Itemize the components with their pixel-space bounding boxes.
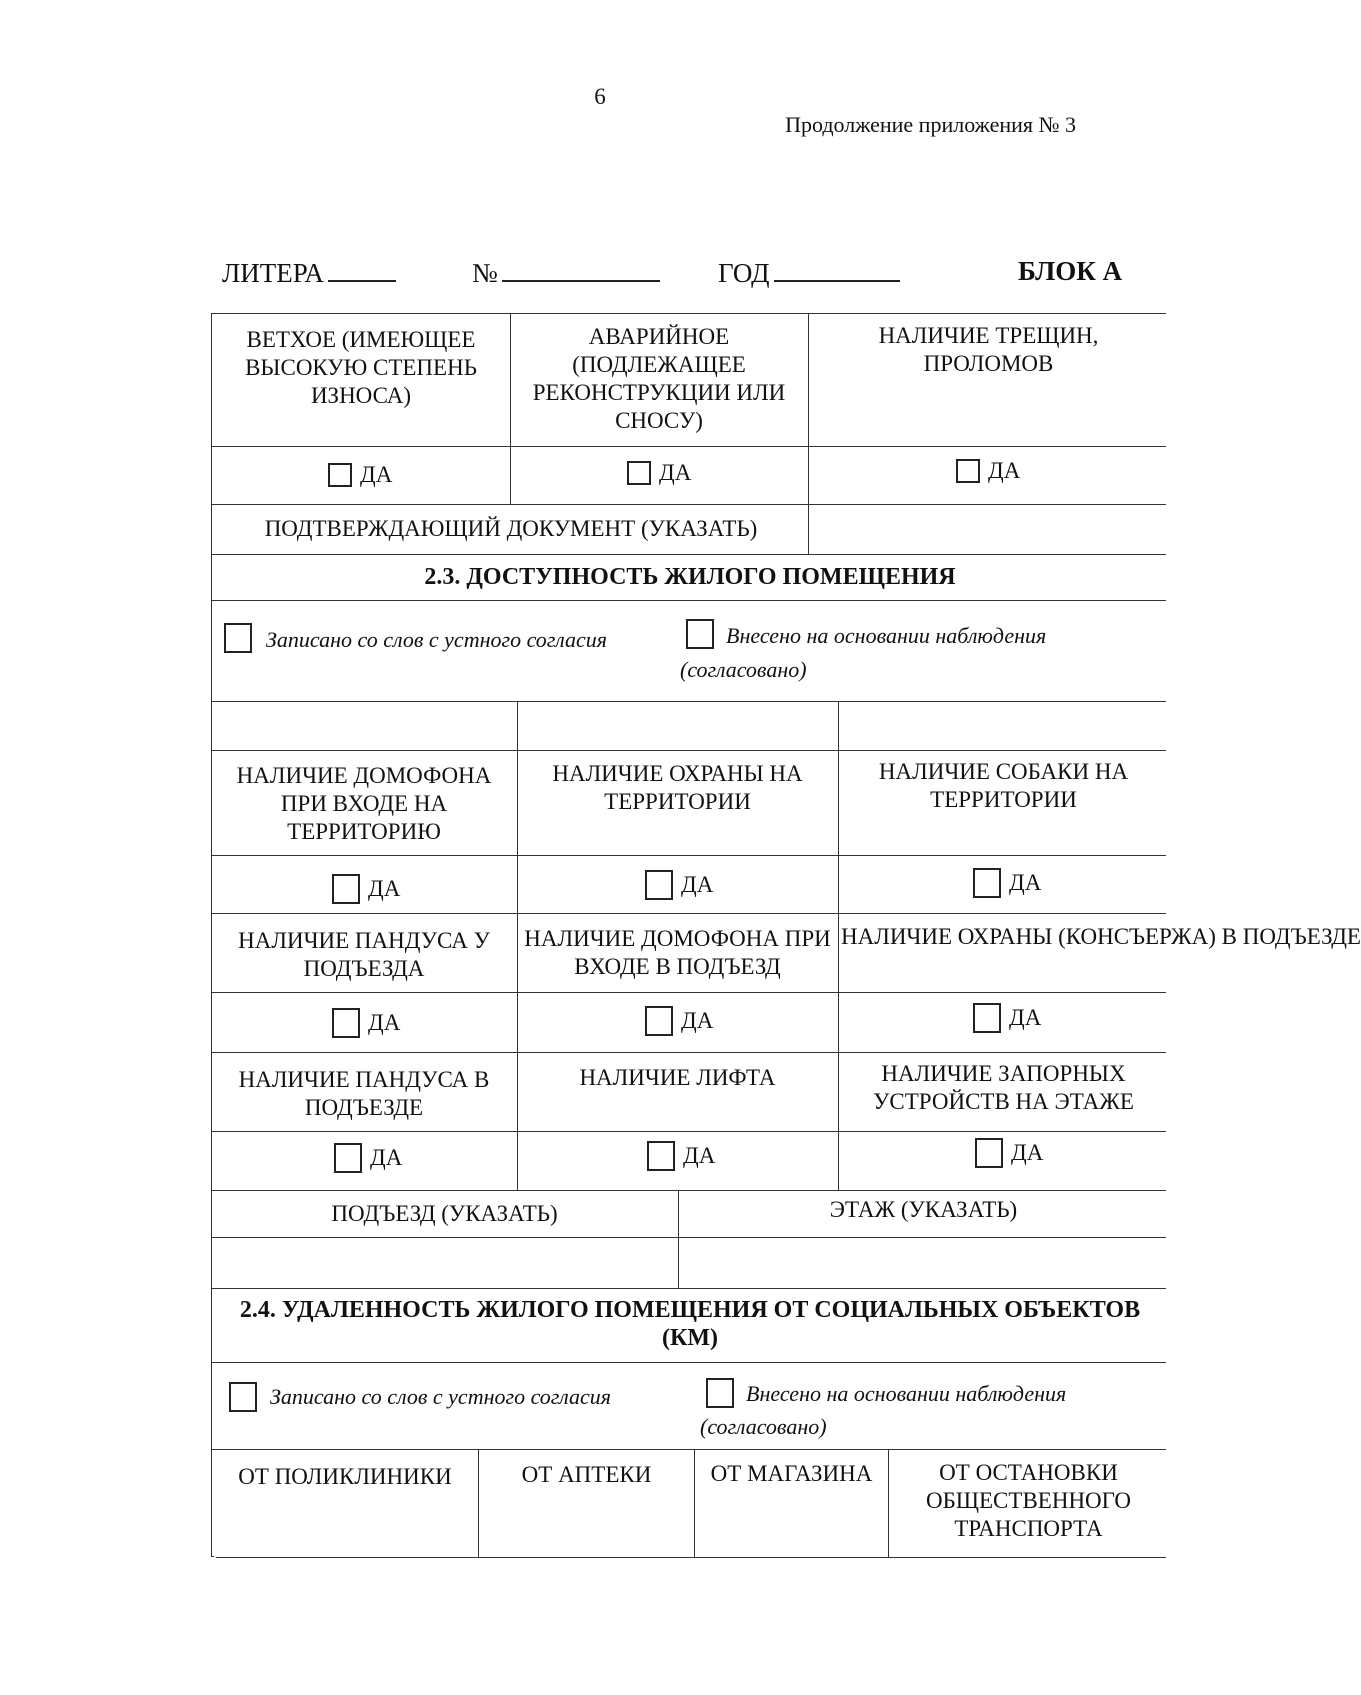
elevator-yes-checkbox[interactable] <box>647 1141 715 1171</box>
observed-label-2: Внесено на основании наблюдения <box>746 1381 1067 1406</box>
checkbox-icon[interactable] <box>973 1003 1001 1033</box>
cell-from-pharmacy: ОТ АПТЕКИ <box>521 1462 652 1487</box>
cell-intercom-entrance: НАЛИЧИЕ ДОМОФОНА ПРИ ВХОДЕ В ПОДЪЕЗД <box>524 926 831 979</box>
entrance-input[interactable] <box>214 1240 675 1286</box>
cell-guard-territory: НАЛИЧИЕ ОХРАНЫ НА ТЕРРИТОРИИ <box>552 761 803 814</box>
cell-intercom-territory: НАЛИЧИЕ ДОМОФОНА ПРИ ВХОДЕ НА ТЕРРИТОРИЮ <box>236 763 492 844</box>
number-input[interactable] <box>502 258 660 282</box>
blank-input-3[interactable] <box>841 703 1166 748</box>
yes-label: ДА <box>368 876 401 901</box>
checkbox-icon[interactable] <box>973 868 1001 898</box>
cell-from-clinic: ОТ ПОЛИКЛИНИКИ <box>238 1464 452 1489</box>
checkbox-icon[interactable] <box>686 619 714 649</box>
ramp-entrance-yes-checkbox[interactable] <box>332 1008 400 1038</box>
year-label: ГОД <box>718 258 770 288</box>
cracks-yes-checkbox[interactable] <box>956 458 1020 484</box>
yes-label: ДА <box>368 1010 401 1035</box>
yes-label: ДА <box>681 1008 714 1033</box>
cell-dilapidated: ВЕТХОЕ (ИМЕЮЩЕЕ ВЫСОКУЮ СТЕПЕНЬ ИЗНОСА) <box>245 327 477 408</box>
yes-label: ДА <box>1009 870 1042 895</box>
blank-input-1[interactable] <box>214 703 514 748</box>
emergency-yes-checkbox[interactable] <box>627 460 691 486</box>
section-2-3-title: 2.3. ДОСТУПНОСТЬ ЖИЛОГО ПОМЕЩЕНИЯ <box>424 564 956 590</box>
entrance-label: ПОДЪЕЗД (УКАЗАТЬ) <box>331 1201 558 1226</box>
yes-label: ДА <box>1011 1140 1044 1165</box>
checkbox-icon[interactable] <box>229 1382 257 1412</box>
observed-label-note-2: (согласовано) <box>700 1414 827 1439</box>
year-input[interactable] <box>774 258 900 282</box>
block-label: БЛОК А <box>1018 256 1123 286</box>
year-field[interactable] <box>718 258 900 289</box>
oral-consent-checkbox-2[interactable] <box>229 1382 257 1412</box>
cell-dog-territory: НАЛИЧИЕ СОБАКИ НА ТЕРРИТОРИИ <box>878 759 1129 812</box>
cell-ramp-inside: НАЛИЧИЕ ПАНДУСА В ПОДЪЕЗДЕ <box>238 1067 490 1120</box>
cell-elevator: НАЛИЧИЕ ЛИФТА <box>579 1065 776 1090</box>
observed-checkbox[interactable] <box>686 619 714 649</box>
page-number: 6 <box>594 84 606 109</box>
continuation-note: Продолжение приложения № 3 <box>785 112 1076 137</box>
floor-label: ЭТАЖ (УКАЗАТЬ) <box>829 1197 1018 1222</box>
confirm-document-label: ПОДТВЕРЖДАЮЩИЙ ДОКУМЕНТ (УКАЗАТЬ) <box>264 516 758 541</box>
yes-label: ДА <box>370 1145 403 1170</box>
oral-consent-checkbox[interactable] <box>224 623 252 653</box>
yes-label: ДА <box>360 462 393 487</box>
observed-label-note: (согласовано) <box>680 657 807 682</box>
number-field[interactable] <box>472 258 660 289</box>
checkbox-icon[interactable] <box>956 459 980 483</box>
checkbox-icon[interactable] <box>645 1006 673 1036</box>
yes-label: ДА <box>1009 1005 1042 1030</box>
cell-ramp-entrance: НАЛИЧИЕ ПАНДУСА У ПОДЪЕЗДА <box>238 928 490 981</box>
yes-label: ДА <box>988 458 1021 483</box>
locking-devices-yes-checkbox[interactable] <box>975 1138 1043 1168</box>
checkbox-icon[interactable] <box>328 463 352 487</box>
yes-label: ДА <box>659 460 692 485</box>
litera-field[interactable] <box>222 258 396 289</box>
yes-label: ДА <box>681 872 714 897</box>
dilapidated-yes-checkbox[interactable] <box>328 462 392 488</box>
cell-from-transport-stop: ОТ ОСТАНОВКИ ОБЩЕСТВЕННОГО ТРАНСПОРТА <box>925 1460 1131 1541</box>
dog-territory-yes-checkbox[interactable] <box>973 868 1041 898</box>
checkbox-icon[interactable] <box>975 1138 1003 1168</box>
checkbox-icon[interactable] <box>706 1378 734 1408</box>
blank-input-2[interactable] <box>520 703 835 748</box>
cell-cracks: НАЛИЧИЕ ТРЕЩИН, ПРОЛОМОВ <box>878 323 1099 376</box>
observed-checkbox-2[interactable] <box>706 1378 734 1408</box>
cell-from-shop: ОТ МАГАЗИНА <box>710 1461 873 1486</box>
section-2-4-title-line2: (КМ) <box>661 1325 719 1351</box>
cell-concierge-entrance: НАЛИЧИЕ ОХРАНЫ (КОНСЪЕРЖА) В ПОДЪЕЗДЕ <box>841 924 1361 949</box>
confirm-document-input[interactable] <box>811 506 1166 552</box>
intercom-entrance-yes-checkbox[interactable] <box>645 1006 713 1036</box>
checkbox-icon[interactable] <box>334 1143 362 1173</box>
oral-consent-label: Записано со слов с устного согласия <box>266 627 607 652</box>
yes-label: ДА <box>683 1143 716 1168</box>
number-label: № <box>472 258 498 288</box>
cell-locking-devices: НАЛИЧИЕ ЗАПОРНЫХ УСТРОЙСТВ НА ЭТАЖЕ <box>873 1061 1134 1114</box>
guard-territory-yes-checkbox[interactable] <box>645 870 713 900</box>
checkbox-icon[interactable] <box>332 874 360 904</box>
checkbox-icon[interactable] <box>224 623 252 653</box>
oral-consent-label-2: Записано со слов с устного согласия <box>270 1384 611 1409</box>
section-2-4-title <box>214 1296 1166 1352</box>
section-2-4-title-line1: 2.4. УДАЛЕННОСТЬ ЖИЛОГО ПОМЕЩЕНИЯ ОТ СОЦИАЛЬНЫХ ОБЪЕКТОВ <box>239 1297 1141 1323</box>
litera-input[interactable] <box>328 258 396 282</box>
floor-input[interactable] <box>681 1240 1166 1286</box>
checkbox-icon[interactable] <box>647 1141 675 1171</box>
intercom-territory-yes-checkbox[interactable] <box>332 874 400 904</box>
cell-emergency: АВАРИЙНОЕ (ПОДЛЕЖАЩЕЕ РЕКОНСТРУКЦИИ ИЛИ СНОСУ) <box>532 324 786 433</box>
ramp-inside-yes-checkbox[interactable] <box>334 1143 402 1173</box>
litera-label: ЛИТЕРА <box>222 258 324 288</box>
checkbox-icon[interactable] <box>627 461 651 485</box>
checkbox-icon[interactable] <box>332 1008 360 1038</box>
checkbox-icon[interactable] <box>645 870 673 900</box>
concierge-entrance-yes-checkbox[interactable] <box>973 1003 1041 1033</box>
observed-label: Внесено на основании наблюдения <box>726 623 1047 648</box>
